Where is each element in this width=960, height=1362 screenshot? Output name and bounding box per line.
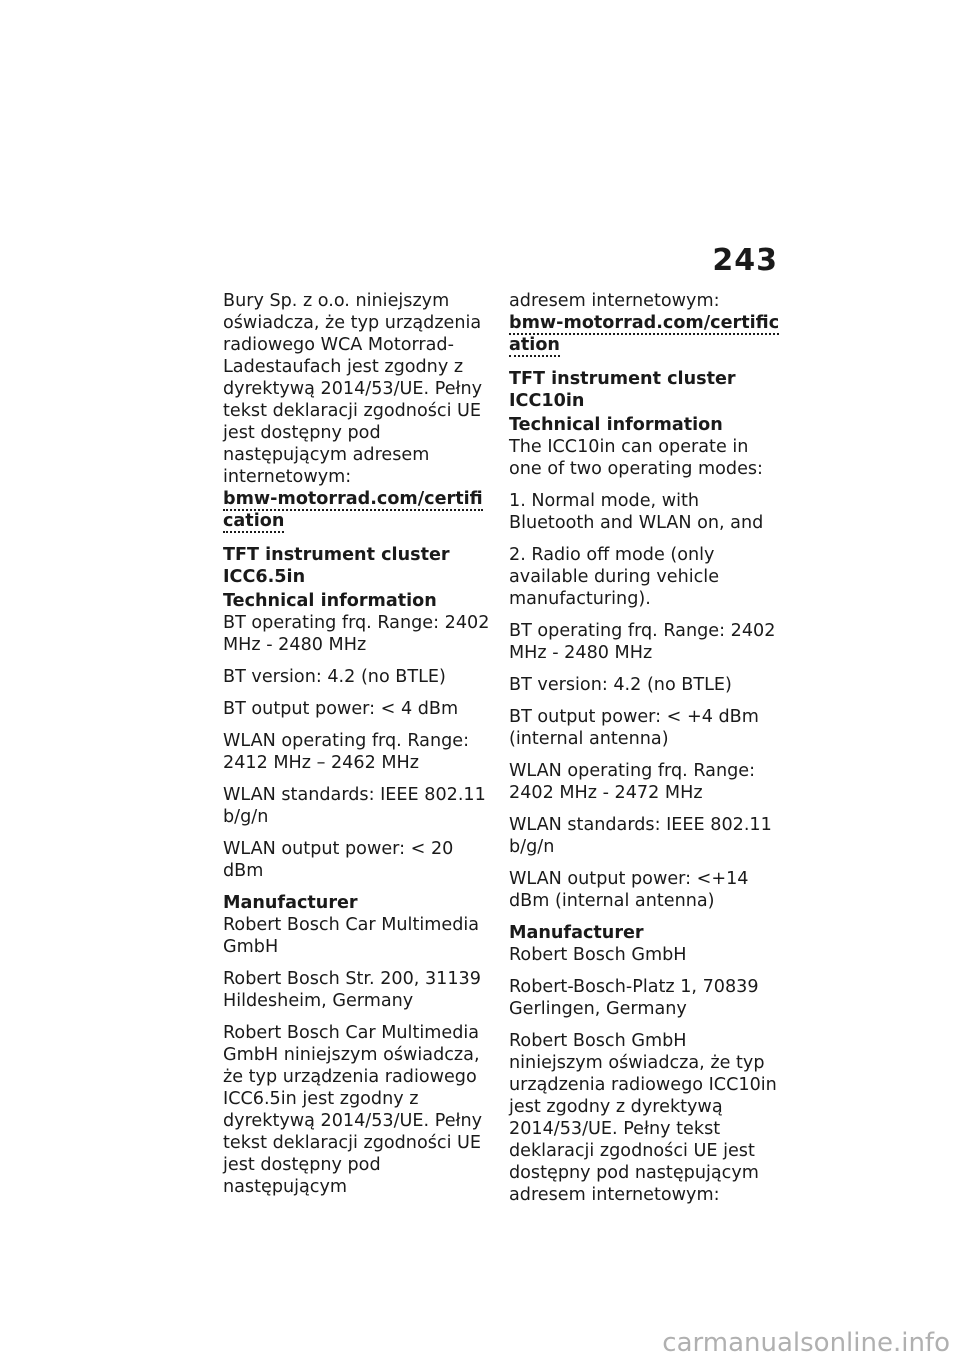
address-intro: adresem internetowym:: [509, 291, 720, 311]
certification-link-wrap: [509, 312, 781, 356]
mode-item: 2. Radio off mode (only available during vehicle manufacturing).: [509, 545, 720, 609]
bury-declaration: Bury Sp. z o.o. niniejszym oświadcza, że typ urządzenia radiowego WCA Motorrad-Ladestaufach jest zgodny z dyrektywą 2014/53/UE. Pełny tekst deklaracji zgodności UE jest dostępny pod następującym adresem internetowym:: [223, 291, 483, 487]
mode-item: 1. Normal mode, with Bluetooth and WLAN on, and: [509, 491, 764, 533]
spec-line: BT output power: < +4 dBm (internal antenna): [509, 707, 759, 749]
modes-intro: The ICC10in can operate in one of two operating modes:: [509, 437, 763, 479]
spec-line: WLAN output power: < 20 dBm: [223, 839, 454, 881]
spec-line: WLAN standards: IEEE 802.11 b/g/n: [223, 785, 486, 827]
right-column: [509, 290, 781, 1206]
spec-line: BT output power: < 4 dBm: [223, 699, 459, 719]
spec-line: WLAN operating frq. Range: 2412 MHz – 2462 MHz: [223, 731, 470, 773]
spec-line: WLAN output power: <+14 dBm (internal antenna): [509, 869, 749, 911]
section-heading-icc65: TFT instrument cluster ICC6.5in: [223, 545, 450, 587]
watermark: carmanualsonline.info: [662, 1328, 950, 1358]
manufacturer-line: Robert Bosch Str. 200, 31139 Hildesheim, Germany: [223, 969, 481, 1011]
spec-line: WLAN standards: IEEE 802.11 b/g/n: [509, 815, 772, 857]
certification-link-wrap: [223, 488, 491, 532]
spec-line: BT version: 4.2 (no BTLE): [509, 675, 732, 695]
manufacturer-heading: Manufacturer: [509, 923, 644, 943]
tech-info-heading: Technical information: [509, 415, 723, 435]
spec-line: BT operating frq. Range: 2402 MHz - 2480 MHz: [509, 621, 776, 663]
page-number: 243: [712, 243, 778, 278]
manufacturer-heading: Manufacturer: [223, 893, 358, 913]
manufacturer-line: Robert Bosch Car Multimedia GmbH: [223, 915, 480, 957]
left-column: [223, 290, 491, 1198]
manufacturer-line: Robert-Bosch-Platz 1, 70839 Gerlingen, Germany: [509, 977, 759, 1019]
spec-line: WLAN operating frq. Range: 2402 MHz - 2472 MHz: [509, 761, 756, 803]
certification-link[interactable]: bmw-motorrad.com/certification: [509, 313, 780, 355]
tech-info-heading: Technical information: [223, 591, 437, 611]
section-heading-icc10: TFT instrument cluster ICC10in: [509, 369, 736, 411]
bosch-declaration: Robert Bosch Car Multimedia GmbH niniejszym oświadcza, że typ urządzenia radiowego ICC6.5in jest zgodny z dyrektywą 2014/53/UE. Pełny tekst deklaracji zgodności UE jest dostępny pod następującym: [223, 1023, 483, 1197]
bosch-declaration: Robert Bosch GmbH niniejszym oświadcza, że typ urządzenia radiowego ICC10in jest zgodny z dyrektywą 2014/53/UE. Pełny tekst deklaracji zgodności UE jest dostępny pod następującym adresem internetowym:: [509, 1031, 777, 1205]
spec-line: BT operating frq. Range: 2402 MHz - 2480 MHz: [223, 613, 490, 655]
spec-line: BT version: 4.2 (no BTLE): [223, 667, 446, 687]
manufacturer-line: Robert Bosch GmbH: [509, 945, 687, 965]
certification-link[interactable]: bmw-motorrad.com/certification: [223, 489, 483, 531]
